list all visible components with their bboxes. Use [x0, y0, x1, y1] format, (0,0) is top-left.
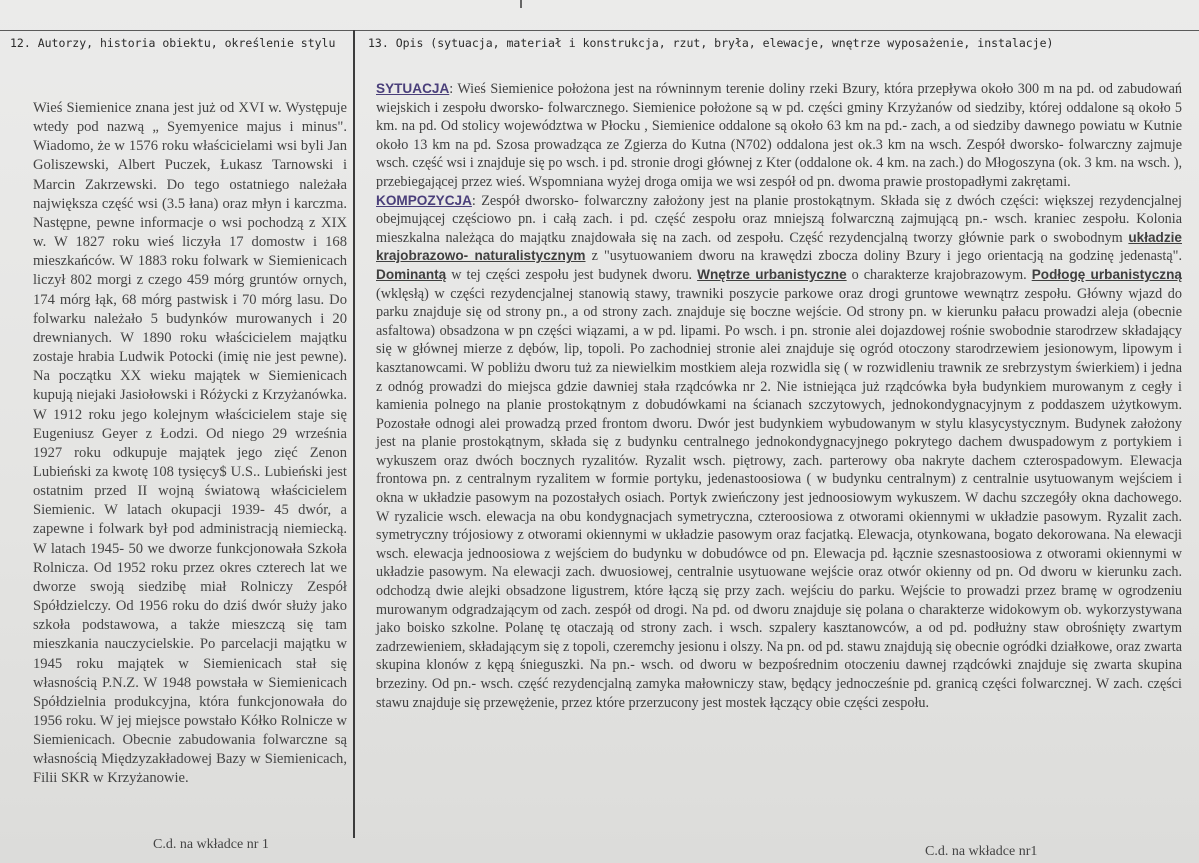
- header-rule: [0, 30, 1199, 31]
- history-column: [33, 99, 347, 789]
- column-divider: [353, 30, 355, 838]
- left-continuation-note: C.d. na wkładce nr 1: [153, 837, 269, 852]
- sytuacja-text: : Wieś Siemienice położona jest na równinnym terenie doliny rzeki Bzury, która przepływa około 300 m na pd. od zabudowań wiejskich i zespołu dworsko- folwarcznego. Siemienice położone są w pd. części gminy Krzyżanów od siedziby, której oddalone są około 5 km. na pd. Od stolicy województwa w Płocku , Siemienice oddalone są około 63 km na pd.- zach, a od siedziby dawnego powiatu w Kutnie około 13 km na pd. Szosa prowadząca ze Zgierza do Kutna (N702) oddalona jest ok.3 km na wsch. Zespół dworsko- folwarczny zajmuje wsch. część wsi i znajduje się po wsch. i pd. stronie drogi głównej z Kter (oddalone ok. 4 km. na zach.) do Młogoszyna (ok. 3 km. na wsch. ), przebiegającej przez wieś. Wspomniana wyżej droga omija we wsi zespół od pn. dwoma prawie prostopadłymi zakrętami.: [376, 81, 1182, 190]
- kompozycja-label: KOMPOZYCJA: [376, 192, 472, 208]
- description-text: [376, 80, 1182, 712]
- kompozycja-text-3: w tej części zespołu jest budynek dworu.: [446, 266, 698, 283]
- kompozycja-text-1: : Zespół dworsko- folwarczny założony jest na planie prostokątnym. Składa się z dwóch części: większej rezydencjalnej obejmującej częściowo pn. i całą zach. i pd. część zespołu oraz mniejszą folwarczną zajmującą pn.- wsch. kraniec zespołu. Kolonia mieszkalna należąca do majątku znajdowała się na zach. od zespołu. Część rezydencjalną tworzy głównie park o swobodnym: [376, 192, 1182, 246]
- dominanta-label: Dominantą: [376, 266, 447, 282]
- section-12-header: 12. Autorzy, historia obiektu, określenie stylu: [10, 36, 336, 50]
- history-text: Wieś Siemienice znana jest już od XVI w. Występuje wtedy pod nazwą „ Syemyenice majus i minus". Wiadomo, że w 1576 roku właścicielami wsi byli Jan Goliszewski, Albert Puczek, Łukasz Tarnowski i Marcin Zakrzewski. Do tego ostatniego należała największa część wsi (3.5 łana) oraz młyn i karczma. Następne, pewne informacje o wsi pochodzą z XIX w. W 1827 roku wieś liczyła 17 domostw i 168 mieszkańców. W 1883 roku folwark w Siemienicach liczył 802 morgi z czego 459 mórg gruntów ornych, 174 mórg łąk, 68 mórg pastwisk i 70 mórg lasu. Do folwarku należało 5 budynków murowanych i 20 drewnianych. W 1890 roku właścicielem majątku zostaje hrabia Ludwik Potocki (imię nie jest pewne). Na początku XX wieku majątek w Siemienicach kupują niejaki Jasiołowski i Różycki z Krzyżanówka. W 1912 roku jego kolejnym właścicielem staje się Eugeniusz Geyer z Łodzi. Od niego 29 września 1927 roku odkupuje majątek jego zięć Zenon Lubieński za kwotę 108 tysięcy$ U.S.. Lubieński jest ostatnim przed II wojną światową właścicielem Siemienic. W latach okupacji 1939- 45 dwór, a zapewne i folwark był pod administracją niemiecką. W latach 1945- 50 we dworze funkcjonowała Szkoła Rolnicza. Od 1952 roku przez okres czterech lat we dworze swoją siedzibę miał Rolniczy Zespół Spółdzielczy. Od 1956 roku do dziś dwór służy jako szkoła podstawowa, a także mieszczą się tam mieszkania nauczycielskie. Po parcelacji majątku w 1945 roku majątek w Siemienicach stał się własnością P.N.Z. W 1948 powstała w Siemienicach Spółdzielnia produkcyjna, która funkcjonowała do 1956 roku. W jej miejsce powstało Kółko Rolnicze w Siemienicach. Obecnie zabudowania folwarczne są własnością Międzyzakładowej Bazy w Siemienicach, Filii SKR w Krzyżanowie.: [33, 100, 347, 787]
- sytuacja-label: SYTUACJA: [376, 81, 450, 96]
- podloge-label: Podłogę urbanistyczną: [1031, 266, 1182, 282]
- right-continuation-note: C.d. na wkładce nr1: [925, 844, 1038, 859]
- ukladzie-label: układzie krajobrazowo- naturalistycznym: [376, 229, 1182, 264]
- section-13-header: 13. Opis (sytuacja, materiał i konstrukcja, rzut, bryła, elewacje, wnętrze wyposażenie, instalacje): [368, 36, 1054, 50]
- kompozycja-text-2: z "usytuowaniem dworu na krawędzi zbocza doliny Bzury i jego orientacją na godzinę jedenastą".: [585, 248, 1182, 265]
- kompozycja-text-4: o charakterze krajobrazowym.: [846, 266, 1032, 283]
- kompozycja-text-5: (wklęsłą) w części rezydencjalnej stanowią stawy, trawniki poszycie parkowe oraz drogi gruntowe wewnątrz zespołu. Główny wjazd do parku znajduje się od strony pn., a od strony zach. znajduje się boczne wejście. Od strony pn. w kierunku pałacu prowadzi aleja (obecnie asfaltowa) obsadzona w pn części wiązami, a w pd. lipami. Po wsch. i pn. stronie alei dojazdowej rośnie swobodnie starodrzew składający się w głównej mierze z dębów, lip, topoli. Po zachodniej stronie alei znajduje się ogród otoczony starodrzewiem jesionowym, lipowym i kasztanowcami. W pobliżu dworu tuż za niewielkim mostkiem aleja rozwidla się ( w rozwidleniu trawnik ze srebrzystym świerkiem) i jedna z odnóg prowadzi do miejsca gdzie dawniej stała rządcówka nr 2. Nie istniejąca już rządcówka była budynkiem murowanym z cegły i kamienia polnego na planie prostokątnym z dobudówkami na ścianach szczytowych, jednokondygnacyjnym z poddaszem użytkowym. Pozostałe odnogi alei prowadzą przed frontom dworu. Dwór jest budynkiem wybudowanym w stylu klasycystycznym. Budynek założony jest na planie prostokątnym, składa się z budynku centralnego jednokondygnacyjnego pokrytego dachem dwuspadowym z portykiem i wykuszem oraz dwóch bocznych ryzalitów. Ryzalit wsch. piętrowy, zach. parterowy oba nakryte dachem czterospadowym. Elewacja frontowa pn. z centralnym ryzalitem w formie portyku, jedenastoosiowa ( w budynku centralnym) z centralnie usytuowanym wejściem i okna w układzie pasowym na pozostałych osiach. Portyk zwieńczony jest jednoosiowym wykuszem. W dachu szczegóły okna dachowego. W ryzalicie wsch. elewacja na obu kondygnacjach symetryczna, czteroosiowa z otworami okiennymi w układzie pasowym. Ryzalit zach. symetryczny trójosiowy z otworami okiennymi w układzie pasowym oraz facjatką. Elewacja, otynkowana, bogato dekorowana. Na elewacji wsch. elewacja jednoosiowa z wejściem do budynku w dobudówce od pn. Elewacja pd. łącznie szesnastoosiowa z otworami okiennymi w układzie pasowym. Na elewacji zach. dwuosiowej, centralnie usytuowane wejście oraz otwór okienny od pn. Od dworu w kierunku zach. odchodzą dwie alejki obsadzone ligustrem, które łączą się przy zach. wejściu do parku. Wejście to prowadzi przez bramę w ogrodzeniu murowanym odgradzającym od zach. zespół od drogi. Na pd. od dworu znajduje się polana o charakterze widokowym ob. wykorzystywana jako boisko szkolne. Polanę tę otaczają od strony zach. i wsch. szpalery kasztanowców, a od pd. podłużny staw obrośnięty zwartym zadrzewieniem, składającym się z topoli, czeremchy jesionu i olszy. Na pn. od pd. stawu znajdują się obecnie ogródki działkowe, oraz zwarta skupina klonów z kępą śnieguszki. Na pn.- wsch. od dworu w bezpośrednim otoczeniu dawnej rządcówki znajduje się zwarta skupina brzeziny. Od pn.- wsch. część rezydencjalną zamyka małowniczy staw, będący jednocześnie pd. granicą części folwarcznej. W zach. części stawu znajduje się przewężenie, przez które przerzucony jest mostek łączący obie części zespołu.: [376, 285, 1182, 711]
- page-edge-mark: [520, 0, 522, 8]
- description-column: [376, 80, 1182, 712]
- wnetrze-label: Wnętrze urbanistyczne: [697, 266, 847, 282]
